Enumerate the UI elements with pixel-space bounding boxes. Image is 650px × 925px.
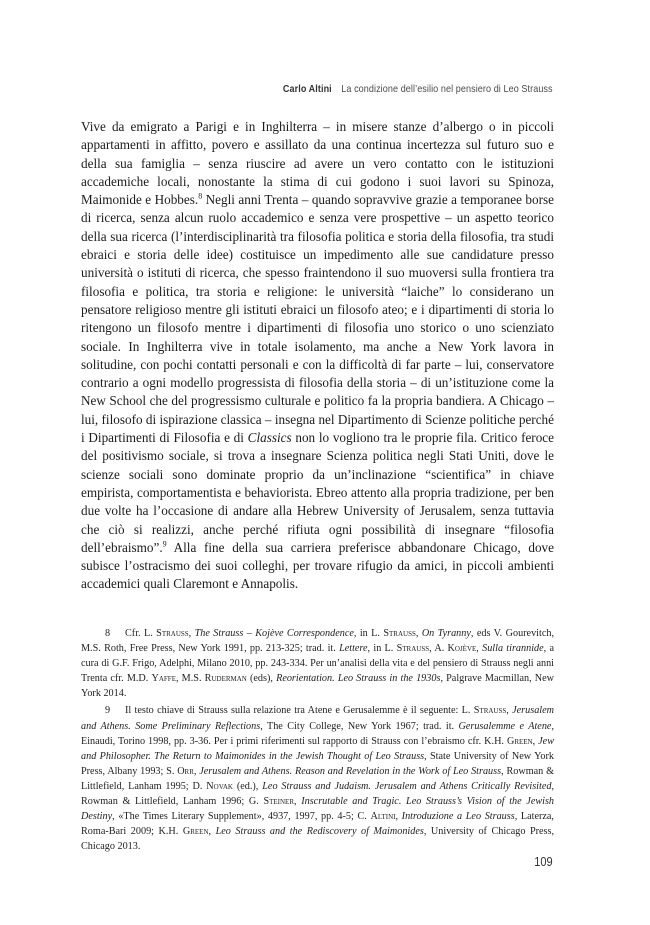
fn-work-title: Leo Strauss and the Rediscovery of Maimonides	[215, 826, 424, 838]
fn-author: Yaffe	[151, 673, 176, 685]
footnote-number: 8	[105, 628, 111, 639]
fn-author: Strauss	[383, 628, 416, 639]
fn-author: Kojève	[447, 643, 477, 655]
page-number: 109	[534, 854, 553, 869]
fn-author: Strauss	[396, 643, 430, 655]
fn-text: (ed.),	[232, 780, 263, 792]
fn-text: ,	[415, 628, 422, 639]
fn-text: ,	[208, 826, 216, 838]
body-paragraph	[81, 118, 554, 594]
fn-author: Green	[182, 826, 209, 838]
fn-work-title: The Strauss – Kojève Correspondence	[194, 628, 354, 639]
body-text-part2: Negli anni Trenta – quando sopravvive grazie a temporanee borse di ricerca, senza alcun ruolo accademico e senza vere prospettive – un aspetto teorico della sua ricerca (l’interdisciplinarità tra filosofia politica e storia della filosofia, tra studi ebraici e storia delle idee) costituisce un impedimento alle sue candidature presso università o istituti di ricerca, che spesso fraintendono il suo muoversi sulla frontiera tra filosofia e politica, tra storia e religione: le università “laiche” lo considerano un pensatore religioso mentre gli istituti ebraici un filosofo ateo; e i dipartimenti di storia lo ritengono un filosofo mentre i dipartimenti di filosofia uno storico o uno scienziato sociale. In Inghilterra vive in totale isolamento, ma anche a New York lavora in solitudine, con pochi contatti personali e con la difficoltà di far parte – lui, conservatore contrario a ogni modello progressista di filosofia della storia – di un’istituzione come la New School che del progressismo culturale e politico fa la propria bandiera. A Chicago – lui, filosofo di ispirazione classica – insegna nel Dipartimento di Scienze politiche perché i Dipartimenti di Filosofia e di	[81, 192, 554, 446]
footnote-9	[81, 703, 554, 854]
fn-text: , «The Times Literary Supplement», 4937, 1997, pp. 4-5; C.	[112, 811, 371, 823]
fn-author: Green	[506, 735, 533, 747]
fn-author: Altini	[370, 811, 396, 823]
running-header-author: Carlo Altini	[283, 83, 333, 95]
fn-text: , University of Chicago Press, Chicago 2013.	[81, 826, 554, 853]
fn-author: Orr	[177, 765, 194, 777]
fn-author: Strauss	[156, 628, 189, 639]
fn-text: ,	[188, 628, 195, 639]
fn-text: , Laterza, Roma-Bari 2009; K.H.	[81, 811, 554, 838]
fn-work-title: Inscrutable and Tragic. Leo Strauss’s Vision of the Jewish Destiny	[81, 796, 555, 823]
fn-author: Ruderman	[204, 673, 247, 685]
fn-text: ,	[395, 811, 402, 823]
fn-text: , in L.	[367, 643, 397, 655]
fn-work-title: Jerusalem and Athens. Reason and Revelation in the Work of Leo Strauss	[199, 765, 502, 777]
fn-work-title: Lettere	[339, 643, 368, 655]
fn-text: ,	[532, 735, 539, 747]
fn-text: , eds V. Gourevitch, M.S. Roth, Free Press, New York 1991, pp. 213-325; trad. it.	[81, 628, 554, 655]
fn-work-title: Gerusalemme e Atene	[458, 720, 552, 732]
fn-work-title: On Tyranny	[421, 628, 471, 639]
fn-text: , The City College, New York 1967; trad. it.	[260, 720, 459, 732]
fn-author: Novak	[206, 780, 233, 792]
fn-author: Strauss	[473, 705, 507, 717]
fn-text: , Rowman & Littlefield, Lanham 1996; G.	[81, 780, 554, 808]
fn-text: , A.	[429, 643, 448, 655]
footnotes	[81, 626, 554, 856]
footnote-ref-8[interactable]: 8	[198, 191, 203, 201]
main-text	[81, 118, 554, 594]
fn-text: ,	[506, 705, 513, 717]
running-header	[283, 83, 553, 95]
fn-work-title: Jew and Philosopher. The Return to Maimonides in the Jewish Thought of Leo Strauss	[81, 735, 554, 762]
footnote-8	[81, 626, 554, 701]
fn-work-title: Reorientation. Leo Strauss in the 1930s	[276, 673, 441, 685]
fn-work-title: Introduzione a Leo Strauss	[401, 811, 515, 823]
footnote-number: 9	[105, 705, 111, 717]
body-text-part1: Vive da emigrato a Parigi e in Inghilterra – in misere stanze d’albergo o in piccoli appartamenti in affitto, povero e assillato da una continua incertezza sul futuro suo e della sua famiglia – senza riuscire ad avere un vero contatto con le istituzioni accademiche locali, nonostante la stima di cui godono i suoi lavori su Spinoza, Maimonide e Hobbes.	[81, 119, 554, 208]
fn-text: Il testo chiave di Strauss sulla relazione tra Atene e Gerusalemme è il seguente: L.	[125, 705, 474, 717]
fn-work-title: Sulla tirannide	[482, 643, 544, 655]
fn-text: ,	[193, 765, 200, 777]
body-text-classics: Classics	[247, 430, 292, 446]
fn-author: Steiner	[263, 796, 294, 808]
fn-text: , Einaudi, Torino 1998, pp. 3-36. Per i primi riferimenti sul rapporto di Strauss con l’ebraismo cfr. K.H.	[81, 720, 554, 747]
fn-text: , a cura di G.F. Frigo, Adelphi, Milano 2010, pp. 243-334. Per un’analisi della vita e del pensiero di Strauss negli anni Trenta cfr. M.D.	[81, 643, 554, 685]
fn-text: , M.S.	[175, 673, 205, 685]
fn-work-title: Leo Strauss and Judaism. Jerusalem and Athens Critically Revisited	[262, 780, 552, 792]
running-header-title: La condizione dell’esilio nel pensiero di Leo Strauss	[341, 83, 553, 95]
fn-text: ,	[294, 796, 302, 808]
fn-text: ,	[476, 643, 483, 655]
fn-text: , State University of New York Press, Albany 1993; S.	[81, 750, 554, 777]
footnote-ref-9[interactable]: 9	[162, 539, 167, 549]
fn-text: , in L.	[353, 628, 384, 639]
fn-text: (eds),	[246, 673, 277, 685]
fn-text: , Palgrave Macmillan, New York 2014.	[81, 673, 555, 700]
fn-text: Cfr. L.	[125, 628, 157, 639]
fn-text: , Rowman & Littlefield, Lanham 1995; D.	[81, 765, 554, 792]
body-text-part4: Alla fine della sua carriera preferisce abbandonare Chicago, dove subisce l’ostracismo dei suoi colleghi, per trovare rifugio da amici, in piccoli ambienti accademici quali Claremont e Annapolis.	[81, 539, 554, 592]
fn-work-title: Jerusalem and Athens. Some Preliminary Reflections	[81, 705, 555, 732]
body-text-part3: non lo vogliono tra le proprie fila. Critico feroce del positivismo sociale, si trova a insegnare Scienza politica negli Stati Uniti, dove le scienze sociali sono dominate proprio da un’inclinazione “scientifica” in chiave empirista, comportamentista e behaviorista. Ebreo attento alla propria tradizione, per ben due volte ha l’occasione di andare alla Hebrew University of Jerusalem, senza tuttavia che ciò si realizzi, anche perché rifiuta ogni possibilità di insegnare “filosofia dell’ebraismo”.	[81, 430, 555, 555]
